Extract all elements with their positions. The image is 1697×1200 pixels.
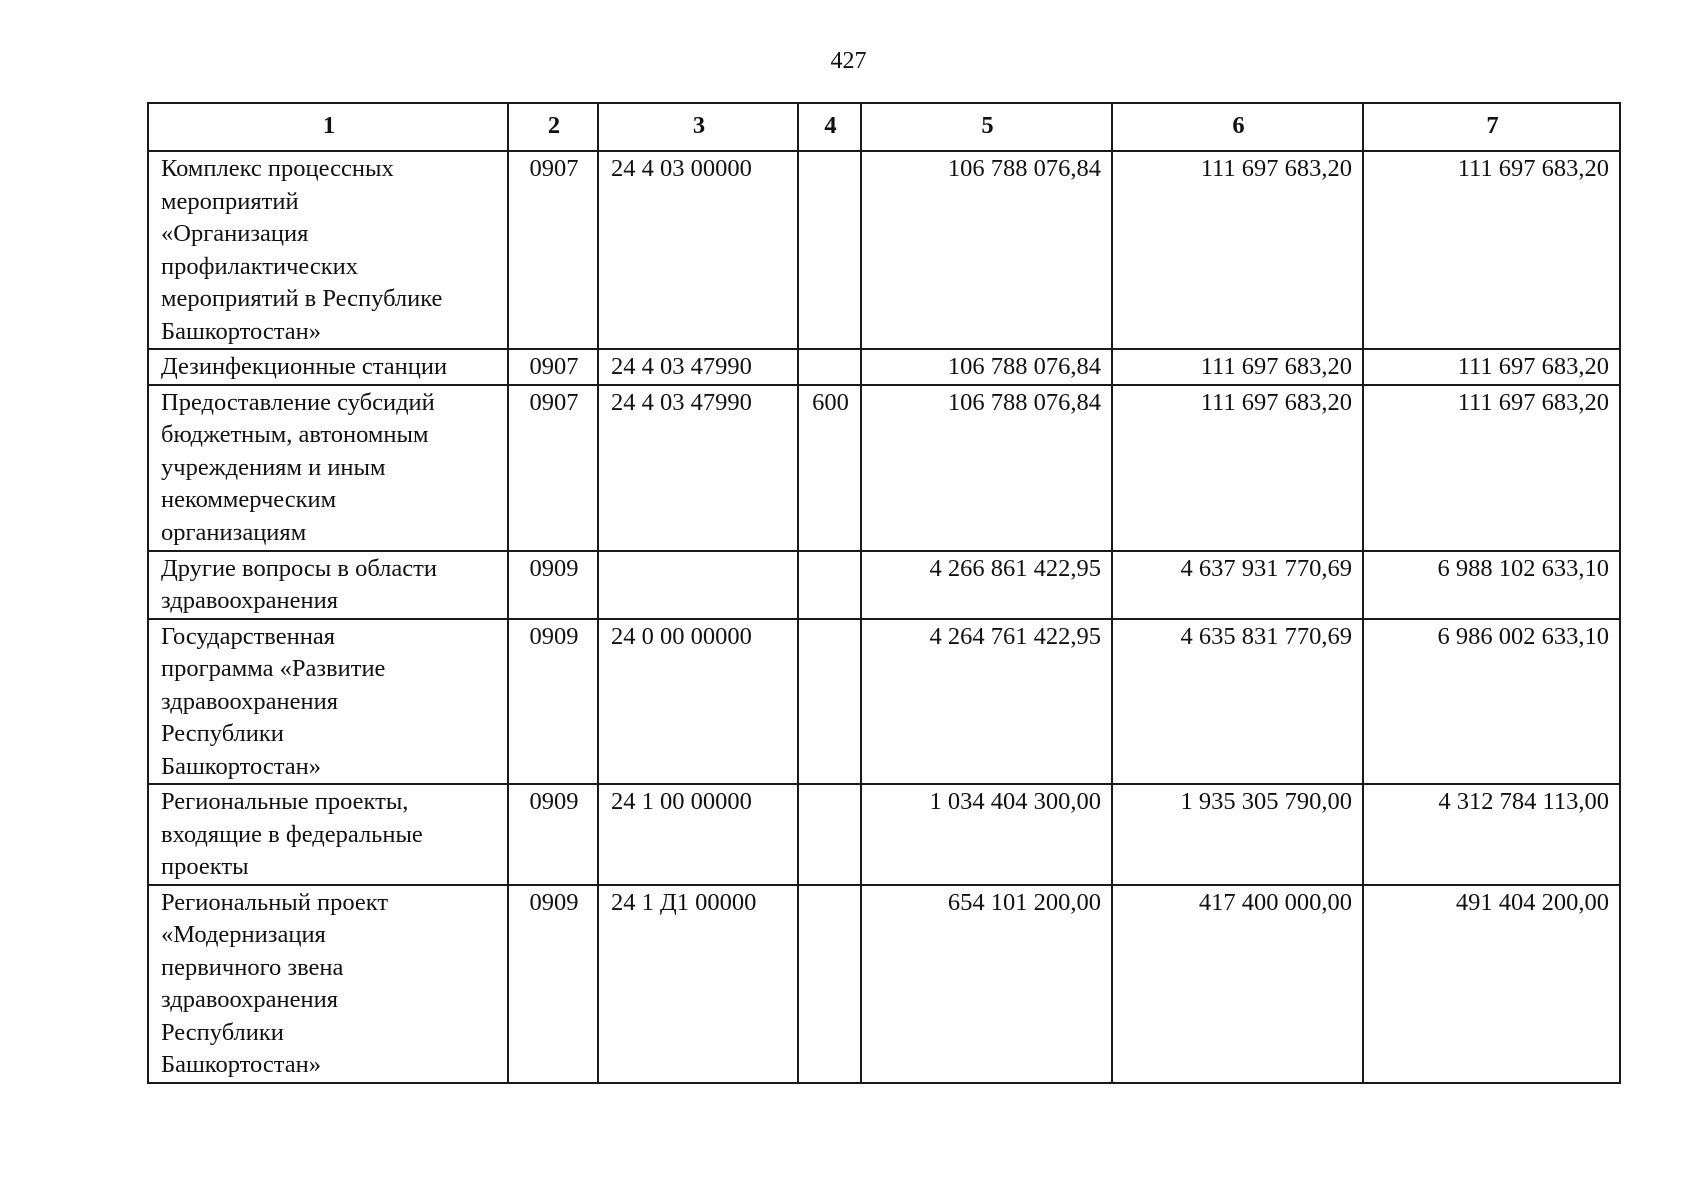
column-header-2: 2 [508,103,598,151]
row-amount-3: 6 988 102 633,10 [1363,551,1620,619]
table-header-row [148,103,1620,151]
row-amount-1: 106 788 076,84 [861,151,1112,349]
row-section-code: 0907 [508,385,598,551]
row-name: Региональный проект «Модернизация первичного звена здравоохранения Республики Башкортостан» [148,885,508,1083]
row-target-code: 24 1 Д1 00000 [598,885,798,1083]
row-target-code: 24 4 03 47990 [598,349,798,385]
table-row [148,151,1620,349]
row-name: Комплекс процессных мероприятий «Организация профилактических мероприятий в Республике Башкортостан» [148,151,508,349]
row-target-code: 24 1 00 00000 [598,784,798,885]
row-amount-2: 4 637 931 770,69 [1112,551,1363,619]
row-amount-1: 654 101 200,00 [861,885,1112,1083]
row-name: Дезинфекционные станции [148,349,508,385]
row-section-code: 0909 [508,551,598,619]
table-row [148,619,1620,785]
row-amount-3: 111 697 683,20 [1363,385,1620,551]
row-target-code: 24 4 03 00000 [598,151,798,349]
column-header-1: 1 [148,103,508,151]
page-number: 427 [830,48,867,74]
row-amount-3: 491 404 200,00 [1363,885,1620,1083]
row-expense-type: 600 [798,385,861,551]
column-header-5: 5 [861,103,1112,151]
row-target-code: 24 0 00 00000 [598,619,798,785]
row-amount-1: 1 034 404 300,00 [861,784,1112,885]
row-amount-2: 111 697 683,20 [1112,349,1363,385]
row-amount-2: 4 635 831 770,69 [1112,619,1363,785]
row-amount-3: 111 697 683,20 [1363,151,1620,349]
row-name: Другие вопросы в области здравоохранения [148,551,508,619]
row-section-code: 0909 [508,784,598,885]
column-header-3: 3 [598,103,798,151]
row-expense-type [798,619,861,785]
row-target-code [598,551,798,619]
row-amount-2: 111 697 683,20 [1112,151,1363,349]
row-expense-type [798,885,861,1083]
row-section-code: 0909 [508,619,598,785]
row-amount-3: 111 697 683,20 [1363,349,1620,385]
column-header-6: 6 [1112,103,1363,151]
row-name: Предоставление субсидий бюджетным, автономным учреждениям и иным некоммерческим организациям [148,385,508,551]
row-name: Государственная программа «Развитие здравоохранения Республики Башкортостан» [148,619,508,785]
row-expense-type [798,151,861,349]
table-row [148,551,1620,619]
row-target-code: 24 4 03 47990 [598,385,798,551]
row-section-code: 0907 [508,151,598,349]
table-row [148,385,1620,551]
table-row [148,784,1620,885]
row-section-code: 0909 [508,885,598,1083]
row-amount-3: 4 312 784 113,00 [1363,784,1620,885]
column-header-4: 4 [798,103,861,151]
column-header-7: 7 [1363,103,1620,151]
row-expense-type [798,349,861,385]
budget-table [147,102,1621,1084]
row-expense-type [798,551,861,619]
row-expense-type [798,784,861,885]
row-name: Региональные проекты, входящие в федеральные проекты [148,784,508,885]
row-amount-1: 4 264 761 422,95 [861,619,1112,785]
row-amount-2: 111 697 683,20 [1112,385,1363,551]
row-amount-2: 1 935 305 790,00 [1112,784,1363,885]
table-row [148,349,1620,385]
table-row [148,885,1620,1083]
row-amount-3: 6 986 002 633,10 [1363,619,1620,785]
row-amount-1: 4 266 861 422,95 [861,551,1112,619]
row-amount-1: 106 788 076,84 [861,349,1112,385]
row-amount-1: 106 788 076,84 [861,385,1112,551]
row-amount-2: 417 400 000,00 [1112,885,1363,1083]
row-section-code: 0907 [508,349,598,385]
